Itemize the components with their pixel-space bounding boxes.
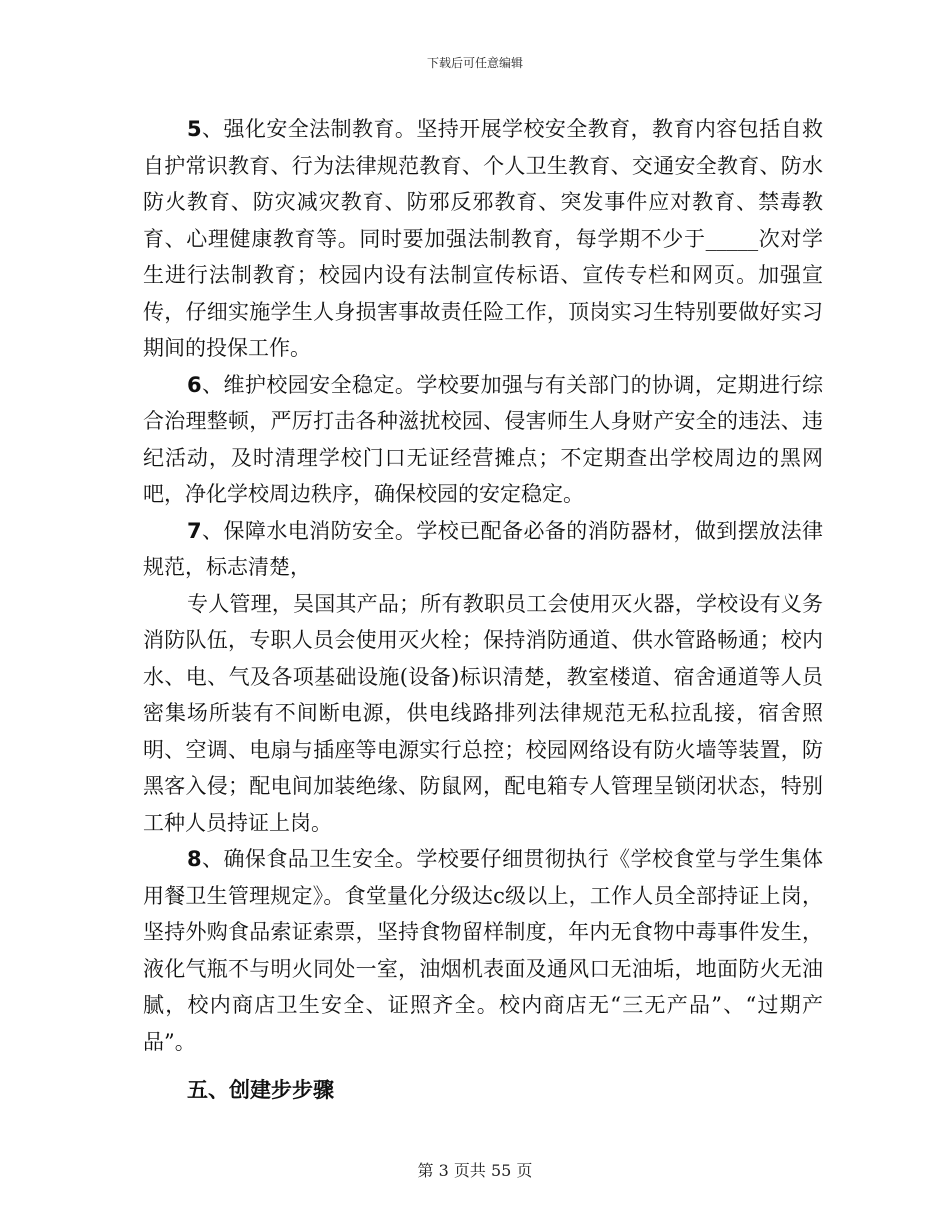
page-header: 下载后可任意编辑 — [426, 56, 523, 70]
paragraph-7 — [143, 513, 823, 586]
paragraph-text: 、强化安全法制教育。坚持开展学校安全教育，教育内容包括自救自护常识教育、行为法律规范教育、个人卫生教育、交通安全教育、防水防火教育、防灾减灾教育、防邪反邪教育、突发事件应对教育、禁毒教育、心理健康教育等。同时要加强法制教育，每学期不少于_____次对学生进行法制教育；校园内设有法制宣传标语、宣传专栏和网页。加强宣传，仔细实施学生人身损害事故责任险工作，顶岗实习生特别要做好实习期间的投保工作。 — [143, 117, 823, 360]
paragraph-text: 专人管理，吴国其产品；所有教职员工会使用灭火器，学校设有义务消防队伍，专职人员会使用灭火栓；保持消防通道、供水管路畅通；校内水、电、气及各项基础设施(设备)标识清楚，教室楼道、宿舍通道等人员密集场所装有不间断电源，供电线路排列法律规范无私拉乱接，宿舍照明、空调、电扇与插座等电源实行总控；校园网络设有防火墙等装置，防黑客入侵；配电间加装绝缘、防鼠网，配电箱专人管理呈锁闭状态，特别工种人员持证上岗。 — [143, 591, 823, 835]
item-number: 5 — [187, 117, 202, 141]
paragraph-5 — [143, 111, 823, 367]
item-number: 7 — [187, 518, 202, 543]
paragraph-text: 、保障水电消防安全。学校已配备必备的消防器材，做到摆放法律规范，标志清楚， — [143, 518, 823, 579]
paragraph-6 — [143, 367, 823, 513]
section-heading: 五、创建步步骤 — [187, 1078, 334, 1102]
paragraph-text: 、确保食品卫生安全。学校要仔细贯彻执行《学校食堂与学生集体用餐卫生管理规定》。食堂量化分级达c级以上，工作人员全部持证上岗，坚持外购食品索证索票，坚持食物留样制度，年内无食物中毒事件发生，液化气瓶不与明火同处一室，油烟机表面及通风口无油垢，地面防火无油腻，校内商店卫生安全、证照齐全。校内商店无“三无产品”、“过期产品”。 — [143, 847, 823, 1054]
paragraph-text: 、维护校园安全稳定。学校要加强与有关部门的协调，定期进行综合治理整顿，严厉打击各种滋扰校园、侵害师生人身财产安全的违法、违纪活动，及时清理学校门口无证经营摊点；不定期查出学校周边的黑网吧，净化学校周边秩序，确保校园的安定稳定。 — [143, 372, 823, 506]
paragraph-8 — [143, 841, 823, 1060]
item-number: 6 — [187, 372, 202, 397]
document-body — [143, 111, 823, 1109]
item-number: 8 — [187, 847, 202, 871]
page-footer: 第 3 页共 55 页 — [417, 1161, 533, 1180]
paragraph-7-continued — [143, 586, 823, 842]
